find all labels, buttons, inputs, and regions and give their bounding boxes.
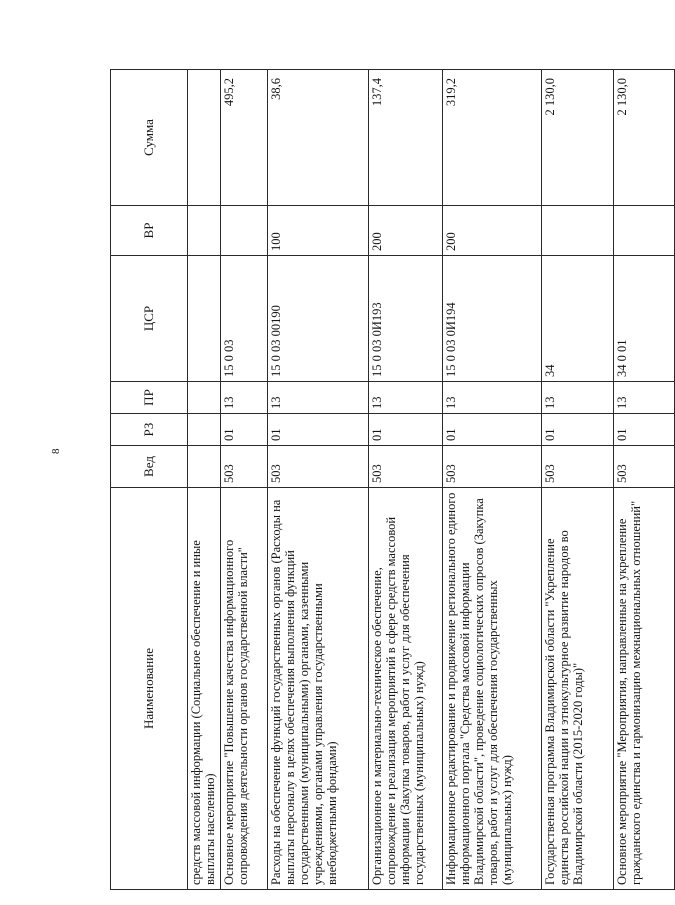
- cell-ved: 503: [614, 446, 675, 488]
- cell-sum: 38,6: [268, 70, 369, 206]
- cell-sum: 319,2: [443, 70, 542, 206]
- cell-pr: 13: [542, 382, 614, 414]
- cell-sum: 2 130,0: [614, 70, 675, 206]
- cell-pr: 13: [614, 382, 675, 414]
- cell-sum: [188, 70, 221, 206]
- cell-vr: [221, 206, 268, 256]
- table-row: [188, 70, 221, 890]
- cell-rz: 01: [221, 414, 268, 446]
- cell-name: Расходы на обеспечение функций государственных органов (Расходы на выплаты персоналу в целях обеспечения выполнения функций государственными (муниципальными) органами, казенными учреждениями, органами управления государственными внебюджетными фондами): [268, 488, 369, 890]
- cell-csr: 15 0 03 0И194: [443, 256, 542, 382]
- cell-pr: 13: [268, 382, 369, 414]
- table-row: [221, 70, 268, 890]
- table-header-row: [111, 70, 188, 890]
- cell-vr: 100: [268, 206, 369, 256]
- cell-rz: 01: [443, 414, 542, 446]
- cell-pr: 13: [443, 382, 542, 414]
- table-row: [614, 70, 675, 890]
- cell-pr: 13: [369, 382, 443, 414]
- header-vr: ВР: [111, 206, 188, 256]
- cell-ved: 503: [369, 446, 443, 488]
- cell-rz: [188, 414, 221, 446]
- cell-vr: 200: [369, 206, 443, 256]
- cell-ved: 503: [268, 446, 369, 488]
- cell-vr: 200: [443, 206, 542, 256]
- cell-rz: 01: [614, 414, 675, 446]
- cell-csr: 15 0 03: [221, 256, 268, 382]
- header-rz: РЗ: [111, 414, 188, 446]
- cell-csr: 15 0 03 00190: [268, 256, 369, 382]
- cell-ved: [188, 446, 221, 488]
- rotated-page-content: [110, 70, 675, 890]
- cell-name: Организационное и материально-техническое обеспечение, сопровождение и реализация мероприятий в сфере средств массовой информации (Закупка товаров, работ и услуг для обеспечения государственных (муниципальных) нужд): [369, 488, 443, 890]
- cell-vr: [614, 206, 675, 256]
- cell-name: средств массовой информации (Социальное обеспечение и иные выплаты населению): [188, 488, 221, 890]
- cell-ved: 503: [221, 446, 268, 488]
- header-name: Наименование: [111, 488, 188, 890]
- header-ved: Вед: [111, 446, 188, 488]
- cell-csr: 34 0 01: [614, 256, 675, 382]
- cell-csr: [188, 256, 221, 382]
- cell-csr: 15 0 03 0И193: [369, 256, 443, 382]
- table-row: [369, 70, 443, 890]
- cell-name: Государственная программа Владимирской области "Укрепление единства российской нации и этнокультурное развитие народов во Владимирской области (2015-2020 годы)": [542, 488, 614, 890]
- cell-ved: 503: [542, 446, 614, 488]
- cell-name: Основное мероприятие "Повышение качества информационного сопровождения деятельности органов государственной власти": [221, 488, 268, 890]
- cell-pr: [188, 382, 221, 414]
- cell-vr: [188, 206, 221, 256]
- cell-name: Информационное редактирование и продвижение регионального единого информационного портала "Средства массовой информации Владимирской области", проведение социологических опросов (Закупка товаров, работ и услуг для обеспечения государственных (муниципальных) нужд): [443, 488, 542, 890]
- cell-sum: 495,2: [221, 70, 268, 206]
- cell-name: Основное мероприятие "Мероприятия, направленные на укрепление гражданского единства и гармонизацию межнациональных отношений": [614, 488, 675, 890]
- cell-ved: 503: [443, 446, 542, 488]
- header-sum: Сумма: [111, 70, 188, 206]
- budget-table: [110, 69, 675, 890]
- page-number: 8: [50, 448, 62, 454]
- table-row: [268, 70, 369, 890]
- table-row: [443, 70, 542, 890]
- cell-rz: 01: [369, 414, 443, 446]
- cell-sum: 2 130,0: [542, 70, 614, 206]
- header-pr: ПР: [111, 382, 188, 414]
- header-csr: ЦСР: [111, 256, 188, 382]
- cell-rz: 01: [268, 414, 369, 446]
- table-row: [542, 70, 614, 890]
- cell-csr: 34: [542, 256, 614, 382]
- cell-vr: [542, 206, 614, 256]
- cell-rz: 01: [542, 414, 614, 446]
- cell-pr: 13: [221, 382, 268, 414]
- cell-sum: 137,4: [369, 70, 443, 206]
